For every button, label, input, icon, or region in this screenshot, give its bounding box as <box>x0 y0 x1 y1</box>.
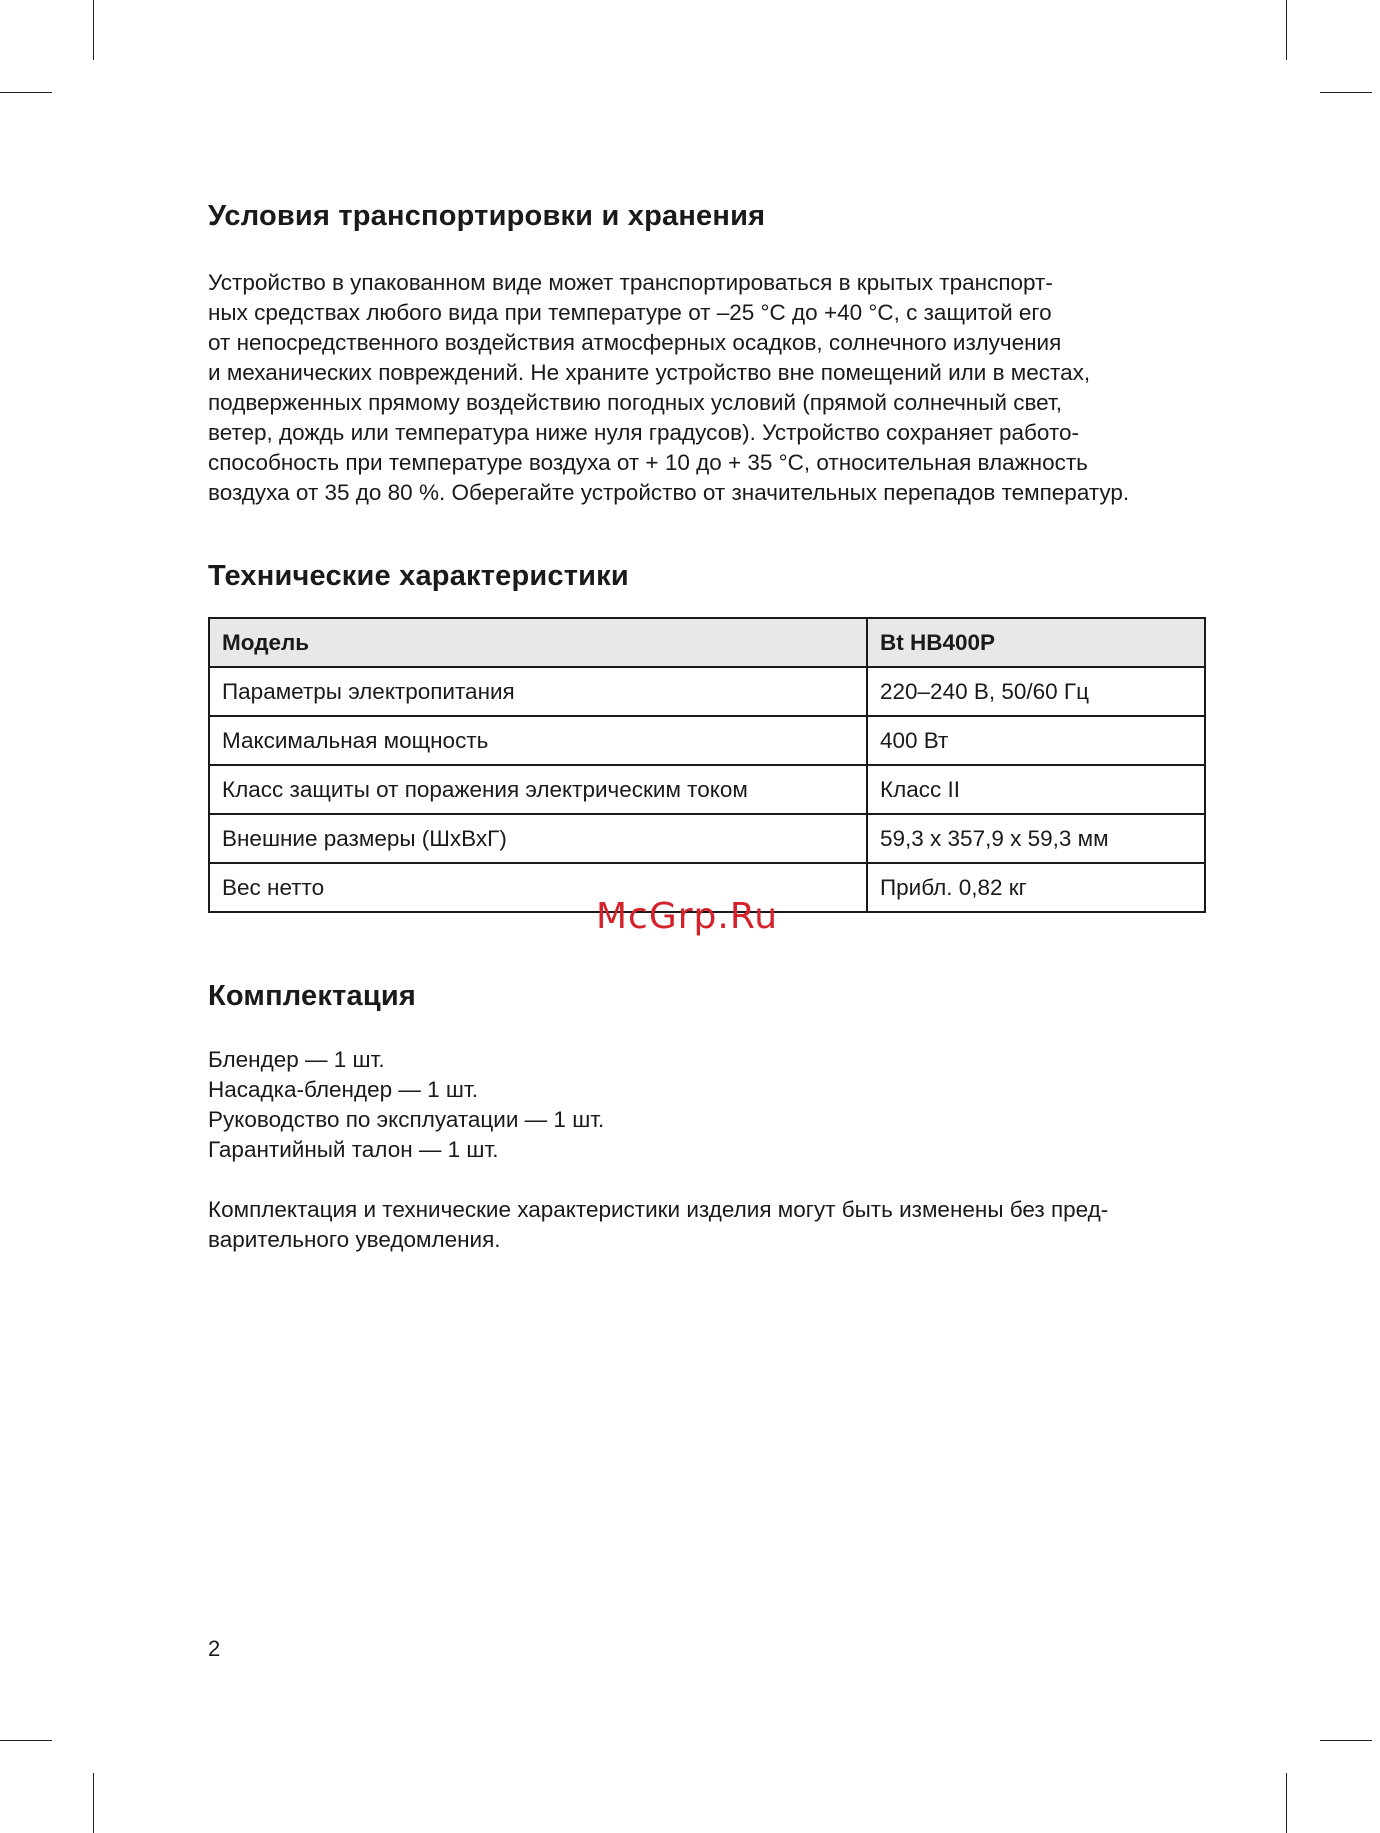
table-cell: Максимальная мощность <box>209 716 867 765</box>
table-header-row <box>209 618 1205 667</box>
table-cell: Прибл. 0,82 кг <box>867 863 1205 912</box>
crop-mark <box>1320 92 1372 93</box>
text-line: от непосредственного воздействия атмосферных осадков, солнечного излучения <box>208 330 1062 355</box>
table-cell: Параметры электропитания <box>209 667 867 716</box>
note-paragraph <box>208 1195 1208 1255</box>
crop-mark <box>0 1740 52 1741</box>
text-line: ветер, дождь или температура ниже нуля градусов). Устройство сохраняет работо- <box>208 420 1080 445</box>
table-row <box>209 716 1205 765</box>
table-row <box>209 667 1205 716</box>
table-row <box>209 765 1205 814</box>
list-item: Блендер — 1 шт. <box>208 1047 385 1072</box>
table-cell: 220–240 В, 50/60 Гц <box>867 667 1205 716</box>
table-cell: 59,3 x 357,9 x 59,3 мм <box>867 814 1205 863</box>
table-cell: Bt HB400P <box>867 618 1205 667</box>
text-line: подверженных прямому воздействию погодных условий (прямой солнечный свет, <box>208 390 1063 415</box>
table-cell: Класс II <box>867 765 1205 814</box>
text-line: способность при температуре воздуха от + 10 до + 35 °C, относительная влажность <box>208 450 1088 475</box>
list-item: Руководство по эксплуатации — 1 шт. <box>208 1107 605 1132</box>
kit-heading: Комплектация <box>208 980 416 1012</box>
table-cell: 400 Вт <box>867 716 1205 765</box>
table-cell: Модель <box>209 618 867 667</box>
table-cell: Класс защиты от поражения электрическим током <box>209 765 867 814</box>
text-line: и механических повреждений. Не храните устройство вне помещений или в местах, <box>208 360 1091 385</box>
text-line: варительного уведомления. <box>208 1227 501 1252</box>
page-number: 2 <box>208 1636 221 1661</box>
specs-heading: Технические характеристики <box>208 560 629 592</box>
table-cell: Вес нетто <box>209 863 867 912</box>
transport-paragraph <box>208 268 1208 508</box>
specs-table <box>208 617 1206 913</box>
crop-mark <box>1286 0 1287 60</box>
crop-mark <box>1320 1740 1372 1741</box>
watermark-text: McGrp.Ru <box>596 896 779 937</box>
list-item: Насадка-блендер — 1 шт. <box>208 1077 478 1102</box>
transport-heading: Условия транспортировки и хранения <box>208 200 766 232</box>
kit-list <box>208 1045 604 1165</box>
text-line: ных средствах любого вида при температуре от –25 °C до +40 °C, с защитой его <box>208 300 1052 325</box>
crop-mark <box>0 92 52 93</box>
text-line: Комплектация и технические характеристики изделия могут быть изменены без пред- <box>208 1197 1109 1222</box>
text-line: Устройство в упакованном виде может транспортироваться в крытых транспорт- <box>208 270 1053 295</box>
crop-mark <box>1286 1773 1287 1833</box>
table-cell: Внешние размеры (ШхВхГ) <box>209 814 867 863</box>
list-item: Гарантийный талон — 1 шт. <box>208 1137 499 1162</box>
table-row <box>209 814 1205 863</box>
text-line: воздуха от 35 до 80 %. Оберегайте устройство от значительных перепадов температур. <box>208 480 1130 505</box>
crop-mark <box>93 0 94 60</box>
crop-mark <box>93 1773 94 1833</box>
